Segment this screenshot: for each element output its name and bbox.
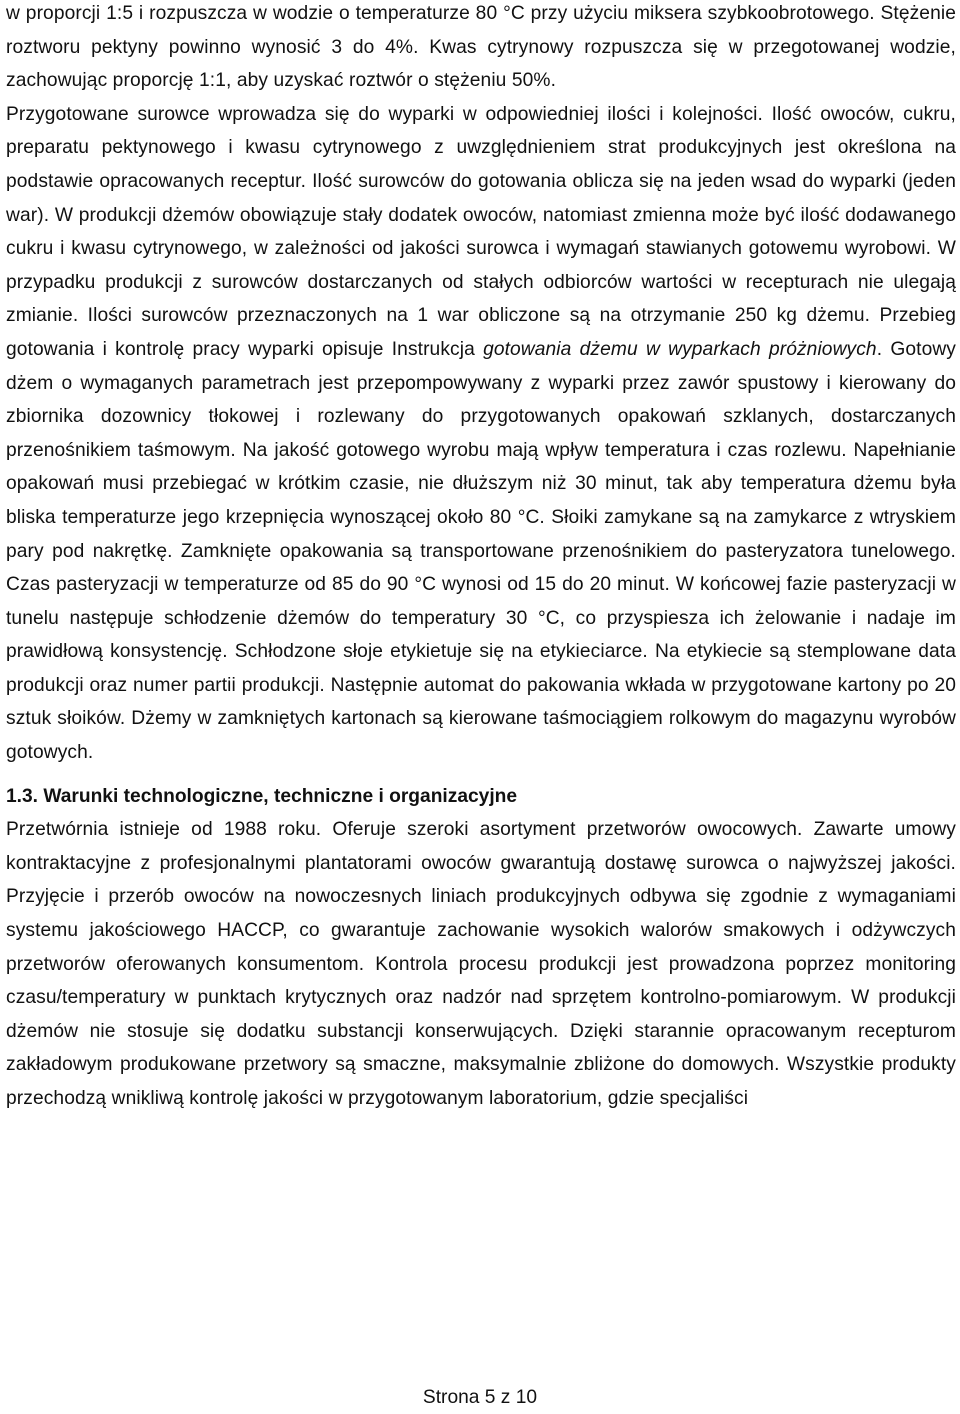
paragraph-text: Przygotowane surowce wprowadza się do wyparki w odpowiedniej ilości i kolejności. Ilość owoców, cukru, preparatu pektynowego i kwasu cytrynowego z uwzględnieniem strat produkcyjnych jest określona na podstawie opracowanych receptur. Ilość surowców do gotowania oblicza się na jeden wsad do wyparki (jeden war). W produkcji dżemów obowiązuje stały dodatek owoców, natomiast zmienna może być ilość dodawanego cukru i kwasu cytrynowego, w zależności od jakości surowca i wymagań stawianych gotowemu wyrobowi. W przypadku produkcji z surowców dostarczanych od stałych odbiorców wartości w recepturach nie ulegają zmianie. Ilości surowców przeznaczonych na 1 war obliczone są na otrzymanie 250 kg dżemu. Przebieg gotowania i kontrolę pracy wyparki opisuje Instrukcja (6, 103, 956, 360)
page-number-footer: Strona 5 z 10 (422, 1387, 538, 1408)
paragraph-cooking-process (6, 98, 956, 770)
paragraph-text: . Gotowy dżem o wymaganych parametrach jest przepompowywany z wyparki przez zawór spustowy i kierowany do zbiornika dozownicy tłokowej i rozlewany do przygotowanych opakowań szklanych, dostarczanych przenośnikiem taśmowym. Na jakość gotowego wyrobu mają wpływ temperatura i czas rozlewu. Napełnianie opakowań musi przebiegać w krótkim czasie, nie dłuższym niż 30 minut, tak aby temperatura dżemu była bliska temperaturze jego krzepnięcia wynoszącej około 80 °C. Słoiki zamykane są na zamykarce z wtryskiem pary pod nakrętkę. Zamknięte opakowania są transportowane przenośnikiem do pasteryzatora tunelowego. Czas pasteryzacji w temperaturze od 85 do 90 °C wynosi od 15 do 20 minut. W końcowej fazie pasteryzacji w tunelu następuje schłodzenie dżemów do temperatury 30 °C, co przyspiesza ich żelowanie i nadaje im prawidłową konsystencję. Schłodzone słoje etykietuje się na etykieciarce. Na etykiecie są stemplowane data produkcji oraz numer partii produkcji. Następnie automat do pakowania wkłada w przygotowane kartony po 20 sztuk słoików. Dżemy w zamkniętych kartonach są kierowane taśmociągiem rolkowym do magazynu wyrobów gotowych. (6, 338, 956, 764)
section-heading: 1.3. Warunki technologiczne, techniczne i organizacyjne (6, 785, 518, 807)
instruction-title: gotowania dżemu w wyparkach próżniowych (483, 338, 877, 360)
document-page (6, 0, 956, 1116)
paragraph-plant-conditions: Przetwórnia istnieje od 1988 roku. Oferuje szeroki asortyment przetworów owocowych. Zawarte umowy kontraktacyjne z profesjonalnymi plantatorami owoców gwarantują dostawę surowca o najwyższej jakości. Przyjęcie i przerób owoców na nowoczesnych liniach produkcyjnych odbywa się zgodnie z wymaganiami systemu jakościowego HACCP, co gwarantuje zachowanie wysokich walorów smakowych i odżywczych przetworów oferowanych konsumentom. Kontrola procesu produkcji jest prowadzona poprzez monitoring czasu/temperatury w punktach krytycznych oraz nadzór nad sprzętem kontrolno-pomiarowym. W produkcji dżemów nie stosuje się dodatku substancji konserwujących. Dzięki starannie opracowanym recepturom zakładowym produkowane przetwory są smaczne, maksymalnie zbliżone do domowych. Wszystkie produkty przechodzą wnikliwą kontrolę jakości w przygotowanym laboratorium, gdzie specjaliści (6, 819, 956, 1109)
paragraph-pectin-preparation: w proporcji 1:5 i rozpuszcza w wodzie o temperaturze 80 °C przy użyciu miksera szybkoobrotowego. Stężenie roztworu pektyny powinno wynosić 3 do 4%. Kwas cytrynowy rozpuszcza się w przegotowanej wodzie, zachowując proporcję 1:1, aby uzyskać roztwór o stężeniu 50%. (6, 3, 956, 92)
